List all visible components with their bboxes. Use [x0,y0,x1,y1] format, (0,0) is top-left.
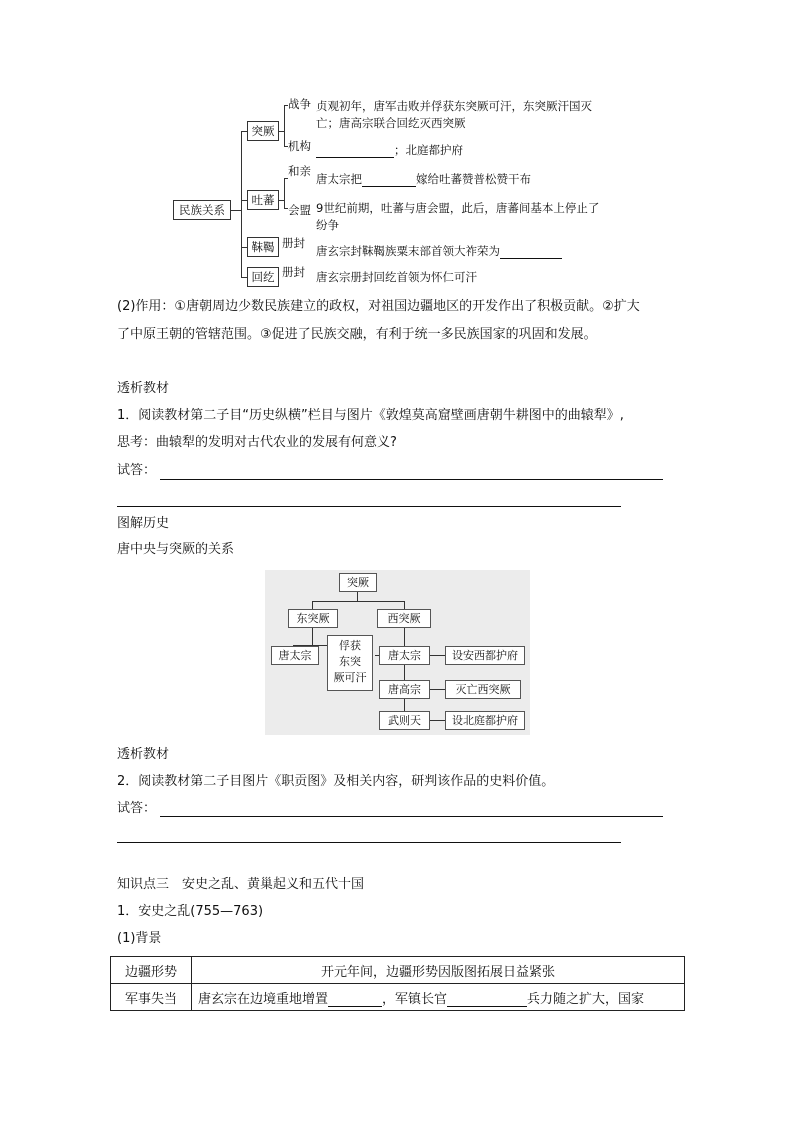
section1-answer-line-1[interactable] [160,479,663,480]
row2-text-b: ，军镇长官 [382,991,448,1007]
tujue-war-label: 战争 [288,97,311,111]
section1-question-line-2: 思考：曲辕犁的发明对古代农业的发展有何意义? [117,435,397,450]
relation-diagram [265,570,530,735]
tubo-huimeng-text-1: 9世纪前期，吐蕃与唐会盟，此后，唐蕃间基本上停止了 [316,201,600,215]
tujue-org-label: 机构 [288,139,311,153]
tujue-war-text-2: 亡；唐高宗联合回纥灭西突厥 [316,116,466,130]
mindmap-node-huihe: 回纥 [247,267,279,287]
table-row-head: 军事失当 [111,984,192,1011]
tujue-war-text-1: 贞观初年，唐军击败并俘获东突厥可汗，东突厥汗国灭 [316,99,592,113]
blank-line[interactable] [328,992,382,1007]
table-row [111,984,685,1011]
section1-question-line-1: 1．阅读教材第二子目“历史纵横”栏目与图片《敦煌莫高窟壁画唐朝牛耕图中的曲辕犁》, [117,408,624,423]
tubo-heqin-text-b: 嫁给吐蕃赞普松赞干布 [416,172,531,186]
tubo-huimeng-label: 会盟 [288,203,311,217]
node-taizong-right: 唐太宗 [379,646,430,665]
row2-text-c: 兵力随之扩大，国家 [527,991,645,1007]
mindmap-root: 民族关系 [173,200,231,220]
diagram-subtitle: 唐中央与突厥的关系 [117,542,235,557]
node-beiting: 设北庭都护府 [445,711,525,730]
captured-line-1: 俘获 [339,639,361,652]
blank-line[interactable] [362,172,416,187]
mindmap-node-mohe: 靺鞨 [247,237,279,257]
section2-answer-label: 试答： [117,801,157,816]
mindmap-node-tujue: 突厥 [247,121,279,141]
tubo-heqin-row [316,171,531,187]
tubo-heqin-label: 和亲 [288,164,311,178]
background-table [110,956,685,1011]
tubo-huimeng-text-2: 纷争 [316,218,339,232]
table-row-text [192,984,685,1011]
section1-answer-label: 试答： [117,463,157,478]
section2-question-line-1: 2．阅读教材第二子目图片《职贡图》及相关内容，研判该作品的史料价值。 [117,774,555,789]
table-row [111,957,685,984]
tujue-org-row [316,142,463,158]
knowledge3-title: 知识点三 安史之乱、黄巢起义和五代十国 [117,877,365,892]
section2-answer-line-2[interactable] [117,842,621,843]
mohe-sub-label: 册封 [282,236,305,250]
knowledge3-item-1: 1．安史之乱(755—763) [117,904,264,919]
section1-answer-line-2[interactable] [117,506,621,507]
mohe-text: 唐玄宗封靺鞨族粟末部首领大祚荣为 [316,244,500,258]
section2-title: 透析教材 [117,747,170,762]
diagram-title: 图解历史 [117,516,170,531]
table-row-head: 边疆形势 [111,957,192,984]
effect-line-2: 了中原王朝的管辖范围。③促进了民族交融，有利于统一多民族国家的巩固和发展。 [117,327,597,342]
blank-line[interactable] [500,244,562,259]
mindmap-node-tubo: 吐蕃 [247,190,279,210]
tujue-org-text: ；北庭都护府 [394,143,463,157]
node-anxi: 设安西都护府 [445,646,525,665]
knowledge3-item-1-1: (1)背景 [117,931,162,946]
tubo-heqin-text-a: 唐太宗把 [316,172,362,186]
section2-answer-line-1[interactable] [160,816,663,817]
section1-title: 透析教材 [117,381,170,396]
node-taizong-left: 唐太宗 [271,646,319,665]
effect-line-1: (2)作用：①唐朝周边少数民族建立的政权，对祖国边疆地区的开发作出了积极贡献。②扩大 [117,299,640,314]
captured-line-2: 东突 [339,655,361,668]
huihe-sub-label: 册封 [282,265,305,279]
node-gaozong: 唐高宗 [379,680,430,699]
blank-line[interactable] [447,992,527,1007]
blank-line[interactable] [316,143,394,158]
captured-line-3: 厥可汗 [333,671,367,684]
huihe-text: 唐玄宗册封回纥首领为怀仁可汗 [316,270,477,284]
node-tujue: 突厥 [339,573,377,592]
table-row-text: 开元年间，边疆形势因版图拓展日益紧张 [192,957,685,984]
node-wuzetian: 武则天 [379,711,430,730]
node-destroy-west: 灭亡西突厥 [445,680,521,699]
node-west-tujue: 西突厥 [377,609,431,628]
mohe-row [316,243,562,259]
node-east-tujue: 东突厥 [288,609,338,628]
row2-text-a: 唐玄宗在边境重地增置 [198,991,329,1007]
node-captured-khan [327,635,373,691]
